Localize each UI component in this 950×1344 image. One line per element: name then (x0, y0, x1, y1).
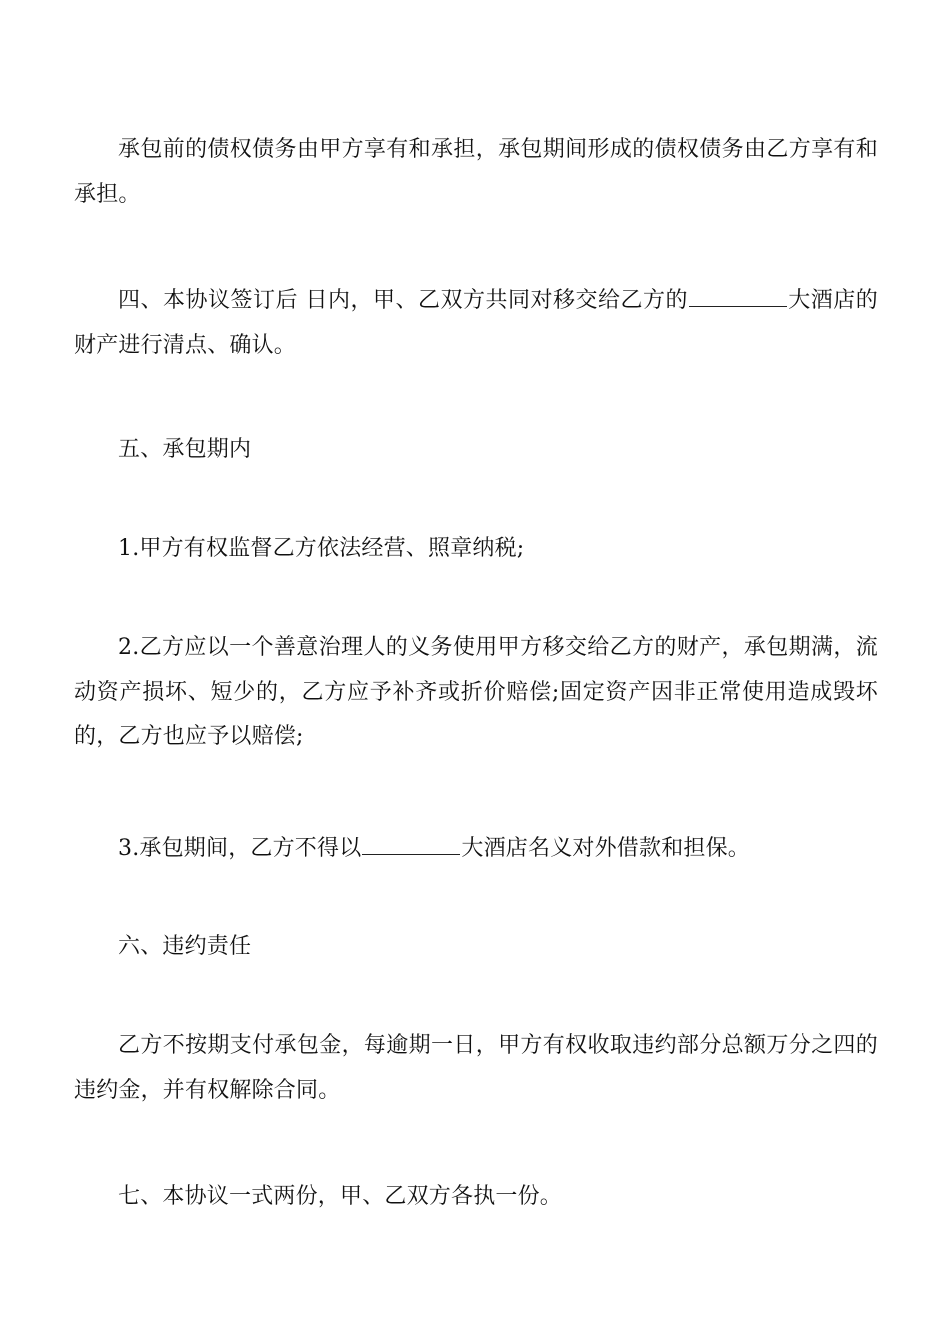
paragraph-clause-6-body: 乙方不按期支付承包金，每逾期一日，甲方有权收取违约部分总额万分之四的违约金，并有权解除合同。 (74, 1033, 878, 1103)
paragraph-clause-4 (74, 279, 878, 368)
paragraph-clause-5-item-2: 2.乙方应以一个善意治理人的义务使用甲方移交给乙方的财产，承包期满，流动资产损坏、短少的，乙方应予补齐或折价赔偿;固定资产因非正常使用造成毁坏的，乙方也应予以赔偿; (74, 635, 878, 749)
heading-clause-5: 五、承包期内 (118, 437, 252, 462)
clause-5-item-3-text-before: 3.承包期间，乙方不得以 (118, 836, 362, 861)
paragraph-debts: 承包前的债权债务由甲方享有和承担，承包期间形成的债权债务由乙方享有和承担。 (74, 137, 878, 207)
paragraph-clause-5-item-3 (74, 827, 878, 872)
paragraph-clause-5-item-1: 1.甲方有权监督乙方依法经营、照章纳税; (118, 536, 525, 561)
clause-5-item-3-text-after: 大酒店名义对外借款和担保。 (461, 836, 751, 861)
paragraph-clause-7: 七、本协议一式两份，甲、乙双方各执一份。 (118, 1184, 563, 1209)
blank-line-hotel-name (362, 832, 460, 855)
heading-clause-6: 六、违约责任 (118, 934, 252, 959)
blank-line-hotel-name (689, 284, 787, 307)
clause-4-text-before: 四、本协议签订后 日内，甲、乙双方共同对移交给乙方的 (118, 288, 688, 313)
clause-4-text-after: 大酒店的财产进行清点、确认。 (74, 288, 878, 358)
